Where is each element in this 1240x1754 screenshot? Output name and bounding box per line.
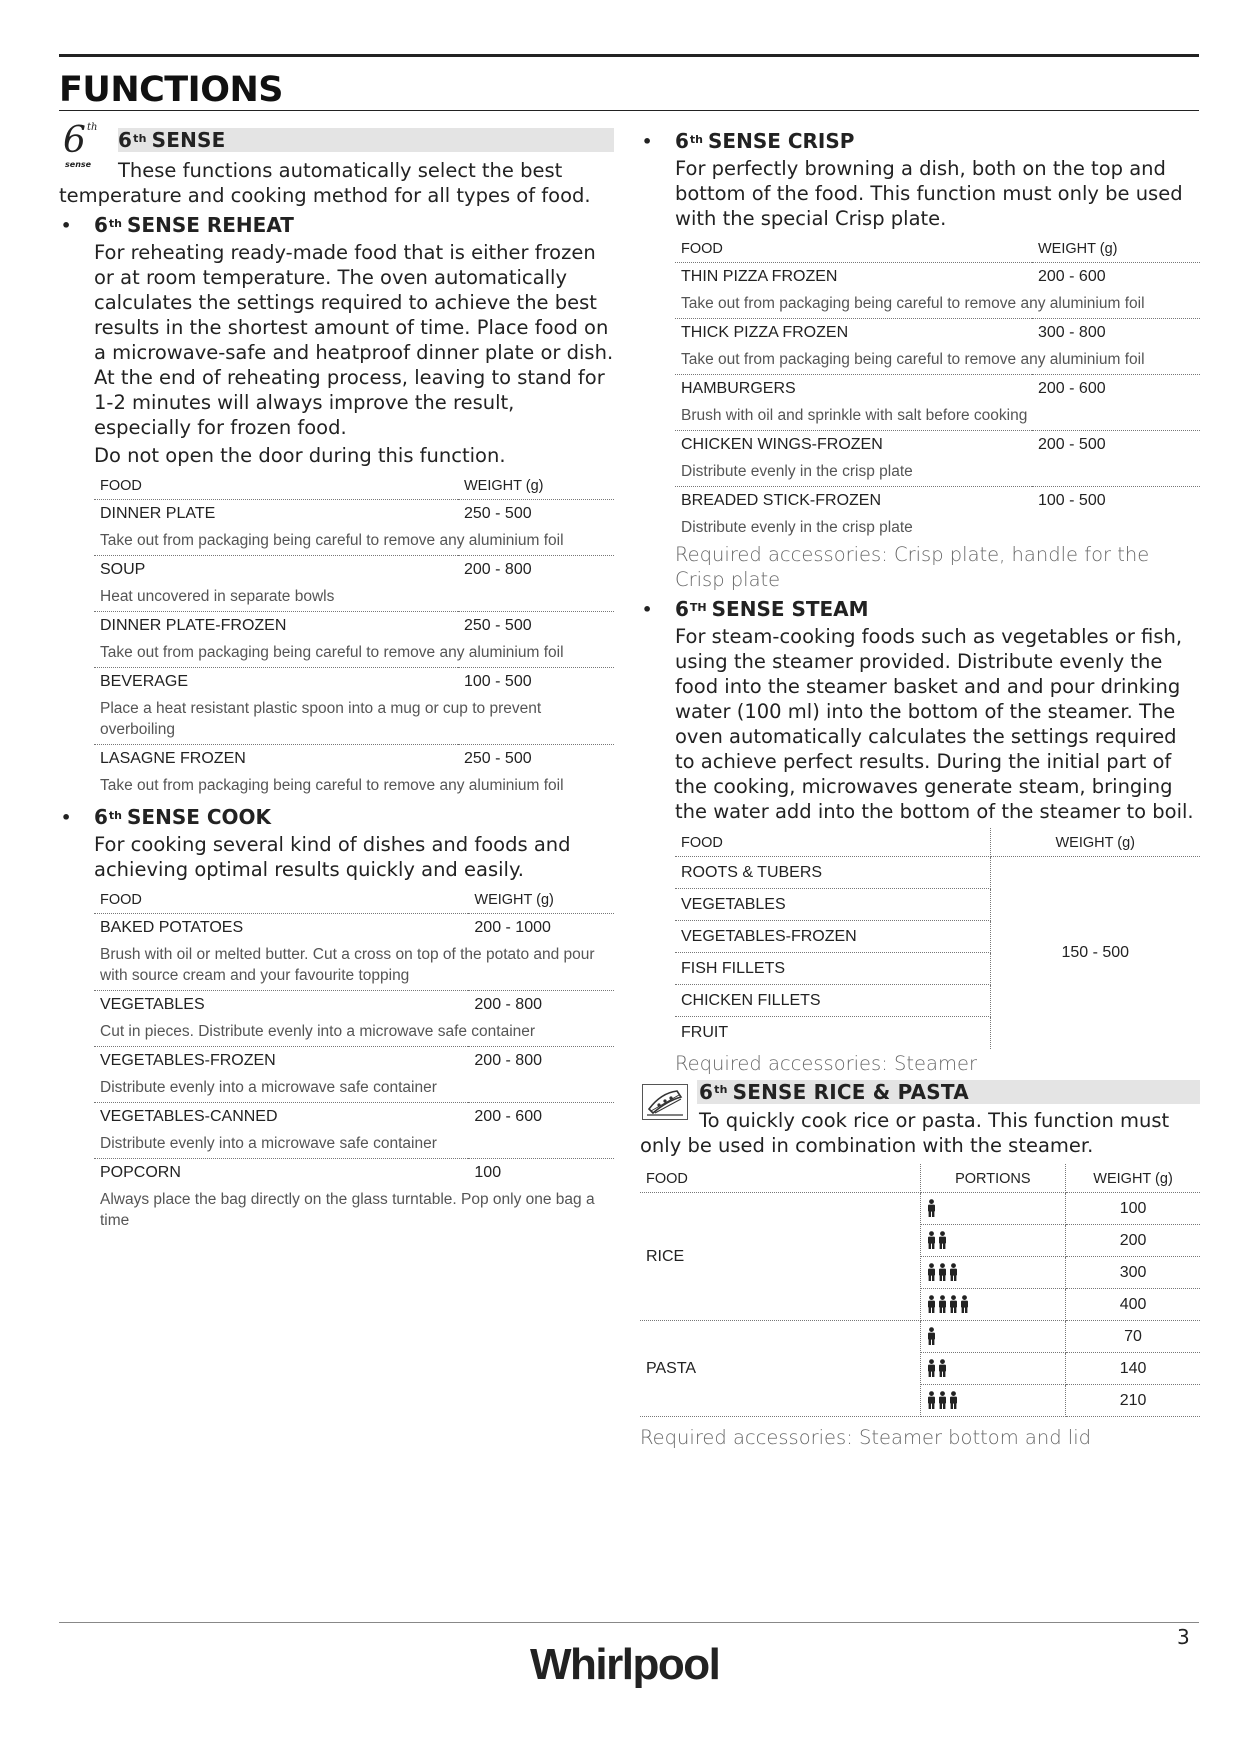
portions-icon bbox=[920, 1256, 1066, 1288]
steam-num: 6 bbox=[675, 597, 689, 621]
rice-pasta-heading bbox=[697, 1080, 1200, 1104]
food-note: Distribute evenly into a microwave safe container bbox=[94, 1073, 614, 1103]
rice-pasta-table bbox=[640, 1164, 1200, 1417]
sense-logo-digit: 6 bbox=[63, 120, 86, 161]
bullet-icon: • bbox=[61, 807, 72, 827]
table-row bbox=[94, 500, 614, 527]
sense-logo-sub: sense bbox=[65, 160, 92, 169]
cook-label: SENSE COOK bbox=[127, 805, 272, 829]
crisp-table bbox=[675, 237, 1200, 542]
food-weight: 100 bbox=[474, 1164, 502, 1181]
food-note: Take out from packaging being careful to remove any aluminium foil bbox=[675, 345, 1200, 375]
note-row bbox=[675, 401, 1200, 431]
note-row bbox=[675, 457, 1200, 487]
food-note: Take out from packaging being careful to remove any aluminium foil bbox=[100, 777, 564, 794]
col-food: FOOD bbox=[675, 237, 1032, 263]
reheat-num: 6 bbox=[94, 213, 108, 237]
food-weight: 150 - 500 bbox=[1061, 944, 1130, 962]
food-note: Distribute evenly into a microwave safe container bbox=[94, 1129, 614, 1159]
note-row bbox=[675, 345, 1200, 375]
food-weight: 300 - 800 bbox=[1038, 324, 1106, 341]
table-row bbox=[94, 556, 614, 583]
note-row bbox=[94, 1185, 614, 1235]
col-food: FOOD bbox=[675, 828, 990, 857]
note-row bbox=[94, 638, 614, 668]
steam-required-accessories: Required accessories: Steamer bbox=[675, 1051, 977, 1075]
bullet-icon: • bbox=[642, 131, 653, 151]
table-row bbox=[94, 991, 614, 1018]
food-weight: 140 bbox=[1066, 1352, 1200, 1384]
food-name: ROOTS & TUBERS bbox=[675, 857, 990, 889]
steam-description: For steam-cooking foods such as vegetables or fish, using the steamer provided. Distribute evenly the food into the steamer basket and and pour drinking water (100 ml) into the bottom of the steamer. The oven automatically calculates the settings required to achieve perfect results. During the initial part of the cooking, microwaves generate steam, bringing the water add into the bottom of the steamer to boil. bbox=[675, 625, 1194, 823]
food-weight: 250 - 500 bbox=[464, 750, 532, 767]
reheat-warning: Do not open the door during this function. bbox=[94, 444, 506, 467]
food-name: BAKED POTATOES bbox=[100, 919, 244, 936]
note-row bbox=[675, 289, 1200, 319]
table-row bbox=[94, 914, 614, 941]
portions-icon bbox=[920, 1320, 1066, 1352]
food-name: CHICKEN WINGS-FROZEN bbox=[681, 436, 883, 453]
crisp-heading bbox=[640, 126, 1200, 156]
note-row bbox=[94, 694, 614, 745]
portions-icon bbox=[920, 1384, 1066, 1416]
food-name: RICE bbox=[640, 1192, 920, 1320]
food-name: THIN PIZZA FROZEN bbox=[681, 268, 838, 285]
food-note: Distribute evenly in the crisp plate bbox=[681, 519, 913, 536]
reheat-sup: th bbox=[108, 216, 123, 230]
cook-heading bbox=[59, 802, 614, 832]
food-note: Take out from packaging being careful to remove any aluminium foil bbox=[675, 289, 1200, 319]
steam-label: SENSE STEAM bbox=[711, 597, 869, 621]
food-note: Take out from packaging being careful to remove any aluminium foil bbox=[94, 526, 614, 556]
top-rule bbox=[59, 54, 1199, 57]
table-row bbox=[94, 745, 614, 772]
col-weight: WEIGHT (g) bbox=[458, 474, 614, 500]
food-note: Heat uncovered in separate bowls bbox=[94, 582, 614, 612]
food-name: DINNER PLATE bbox=[100, 505, 216, 522]
note-row bbox=[94, 771, 614, 800]
intro-line-1: These functions automatically select the best bbox=[118, 159, 563, 182]
food-name: VEGETABLES-FROZEN bbox=[675, 921, 990, 953]
col-food: FOOD bbox=[94, 888, 468, 914]
food-name: THICK PIZZA FROZEN bbox=[681, 324, 849, 341]
reheat-heading bbox=[59, 210, 614, 240]
note-row bbox=[94, 582, 614, 612]
table-row bbox=[675, 319, 1200, 346]
rice-pasta-intro bbox=[640, 1108, 1200, 1158]
food-weight: 200 - 800 bbox=[474, 1052, 542, 1069]
food-weight: 100 - 500 bbox=[1038, 492, 1106, 509]
table-row bbox=[675, 857, 1200, 889]
table-row bbox=[94, 1103, 614, 1130]
food-name: DINNER PLATE-FROZEN bbox=[100, 617, 287, 634]
col-weight: WEIGHT (g) bbox=[1066, 1164, 1200, 1193]
portions-icon bbox=[920, 1288, 1066, 1320]
intro-line-2: temperature and cooking method for all types of food. bbox=[59, 184, 591, 207]
bullet-icon: • bbox=[642, 599, 653, 619]
rice-intro-line-1: To quickly cook rice or pasta. This function must bbox=[699, 1108, 1170, 1132]
title-rule bbox=[59, 110, 1199, 111]
food-name: VEGETABLES-CANNED bbox=[100, 1108, 278, 1125]
page-number: 3 bbox=[1177, 1625, 1190, 1649]
col-weight: WEIGHT (g) bbox=[468, 888, 614, 914]
food-name: FISH FILLETS bbox=[675, 953, 990, 985]
sense-logo-sup: th bbox=[87, 122, 98, 133]
page-title: FUNCTIONS bbox=[59, 70, 283, 110]
note-row bbox=[675, 513, 1200, 542]
food-name: LASAGNE FROZEN bbox=[100, 750, 246, 767]
food-weight: 250 - 500 bbox=[464, 505, 532, 522]
food-weight: 200 - 600 bbox=[1038, 380, 1106, 397]
right-column bbox=[640, 128, 1200, 1450]
table-row bbox=[675, 375, 1200, 402]
food-note: Place a heat resistant plastic spoon into a mug or cup to prevent overboiling bbox=[94, 694, 614, 745]
food-weight: 200 bbox=[1066, 1224, 1200, 1256]
col-food: FOOD bbox=[94, 474, 458, 500]
table-row bbox=[675, 487, 1200, 514]
food-name: CHICKEN FILLETS bbox=[675, 985, 990, 1017]
food-weight: 200 - 1000 bbox=[474, 919, 551, 936]
col-weight: WEIGHT (g) bbox=[990, 828, 1200, 857]
food-weight: 200 - 600 bbox=[1038, 268, 1106, 285]
food-name: VEGETABLES bbox=[675, 889, 990, 921]
food-weight: 100 - 500 bbox=[464, 673, 532, 690]
steam-table bbox=[675, 828, 1200, 1049]
portions-icon bbox=[920, 1192, 1066, 1224]
rice-sup: th bbox=[714, 1083, 728, 1096]
table-row bbox=[675, 431, 1200, 458]
col-weight: WEIGHT (g) bbox=[1032, 237, 1200, 263]
note-row bbox=[94, 1129, 614, 1159]
footer-rule bbox=[59, 1622, 1199, 1623]
rice-required-accessories: Required accessories: Steamer bottom and lid bbox=[640, 1425, 1091, 1449]
food-weight: 200 - 800 bbox=[464, 561, 532, 578]
table-row bbox=[640, 1192, 1200, 1224]
food-note: Distribute evenly in the crisp plate bbox=[675, 457, 1200, 487]
food-name: FRUIT bbox=[675, 1017, 990, 1049]
sixth-sense-heading bbox=[118, 128, 614, 152]
crisp-num: 6 bbox=[675, 129, 689, 153]
sixth-sense-logo-icon bbox=[59, 120, 103, 169]
crisp-label: SENSE CRISP bbox=[708, 129, 855, 153]
food-note: Take out from packaging being careful to remove any aluminium foil bbox=[94, 638, 614, 668]
note-row bbox=[94, 1073, 614, 1103]
food-name: BEVERAGE bbox=[100, 673, 189, 690]
heading-num: 6 bbox=[118, 128, 133, 152]
note-row bbox=[94, 1017, 614, 1047]
steam-heading bbox=[640, 594, 1200, 624]
food-weight: 400 bbox=[1066, 1288, 1200, 1320]
portions-icon bbox=[920, 1352, 1066, 1384]
table-row bbox=[94, 612, 614, 639]
table-row bbox=[640, 1320, 1200, 1352]
table-row bbox=[94, 1159, 614, 1186]
cook-description: For cooking several kind of dishes and foods and achieving optimal results quickly and easily. bbox=[94, 833, 571, 881]
food-weight: 200 - 800 bbox=[474, 996, 542, 1013]
note-row bbox=[94, 940, 614, 991]
heading-sup: th bbox=[133, 131, 147, 145]
table-row bbox=[94, 1047, 614, 1074]
reheat-label: SENSE REHEAT bbox=[127, 213, 294, 237]
food-weight: 300 bbox=[1066, 1256, 1200, 1288]
steam-sup: TH bbox=[689, 600, 707, 614]
col-food: FOOD bbox=[640, 1164, 920, 1193]
bullet-icon: • bbox=[61, 215, 72, 235]
crisp-description: For perfectly browning a dish, both on the top and bottom of the food. This function must only be used with the special Crisp plate. bbox=[675, 157, 1183, 230]
rice-pasta-icon bbox=[642, 1084, 688, 1120]
food-weight: 70 bbox=[1066, 1320, 1200, 1352]
cook-table bbox=[94, 888, 614, 1235]
crisp-sup: th bbox=[689, 132, 704, 146]
food-name: POPCORN bbox=[100, 1164, 181, 1181]
note-row bbox=[94, 526, 614, 556]
cook-sup: th bbox=[108, 808, 123, 822]
rice-num: 6 bbox=[699, 1079, 714, 1104]
reheat-description: For reheating ready-made food that is either frozen or at room temperature. The oven automatically calculates the settings required to achieve the best results in the shortest amount of time. Place food on a microwave-safe and heatproof dinner plate or dish. At the end of reheating process, leaving to stand for 1-2 minutes will always improve the result, especially for frozen food. bbox=[94, 241, 614, 439]
food-note: Brush with oil and sprinkle with salt before cooking bbox=[675, 401, 1200, 431]
food-note: Brush with oil or melted butter. Cut a cross on top of the potato and pour with source cream and your favourite topping bbox=[94, 940, 614, 991]
food-name: VEGETABLES bbox=[100, 996, 205, 1013]
rice-intro-line-2: only be used in combination with the steamer. bbox=[640, 1133, 1094, 1157]
table-row bbox=[675, 263, 1200, 290]
rice-label: SENSE RICE & PASTA bbox=[732, 1079, 969, 1104]
food-name: HAMBURGERS bbox=[681, 380, 796, 397]
food-name: SOUP bbox=[100, 561, 146, 578]
food-note: Cut in pieces. Distribute evenly into a microwave safe container bbox=[94, 1017, 614, 1047]
whirlpool-logo: Whirlpool bbox=[530, 1640, 720, 1689]
food-weight: 200 - 500 bbox=[1038, 436, 1106, 453]
cook-num: 6 bbox=[94, 805, 108, 829]
food-name: BREADED STICK-FROZEN bbox=[681, 492, 882, 509]
heading-label: SENSE bbox=[151, 128, 226, 152]
food-weight: 100 bbox=[1066, 1192, 1200, 1224]
crisp-required-accessories: Required accessories: Crisp plate, handle for the Crisp plate bbox=[675, 543, 1150, 591]
sixth-sense-intro bbox=[59, 158, 614, 208]
food-name: PASTA bbox=[640, 1320, 920, 1416]
portions-icon bbox=[920, 1224, 1066, 1256]
table-row bbox=[94, 668, 614, 695]
food-note: Always place the bag directly on the glass turntable. Pop only one bag a time bbox=[100, 1191, 595, 1229]
left-column bbox=[59, 120, 614, 1235]
reheat-table bbox=[94, 474, 614, 800]
food-weight: 250 - 500 bbox=[464, 617, 532, 634]
col-portions: PORTIONS bbox=[920, 1164, 1066, 1193]
food-name: VEGETABLES-FROZEN bbox=[100, 1052, 276, 1069]
food-weight: 200 - 600 bbox=[474, 1108, 542, 1125]
food-weight: 210 bbox=[1066, 1384, 1200, 1416]
